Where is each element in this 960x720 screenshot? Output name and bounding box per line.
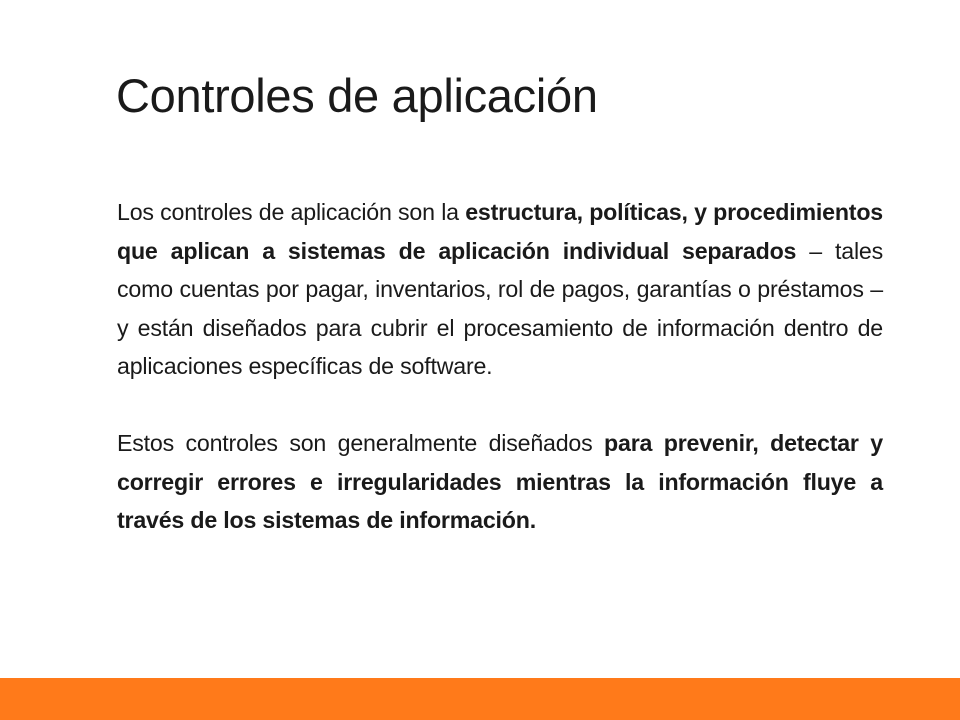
slide-title: Controles de aplicación (116, 69, 598, 122)
paragraph-controls-purpose (117, 424, 883, 540)
paragraph-application-controls-definition (117, 193, 883, 386)
text-segment: – tales como cuentas por pagar, inventarios, rol de pagos, garantías o préstamos – y están diseñados para cubrir el procesamiento de información dentro de aplicaciones específicas de software. (117, 237, 883, 379)
bold-text-segment: para prevenir, detectar y corregir errores e irregularidades mientras la información fluye a través de los sistemas de información. (117, 430, 883, 533)
bold-text-segment: estructura, políticas, y procedimientos que aplican a sistemas de aplicación individual separados (117, 199, 883, 264)
text-segment: Los controles de aplicación son la (117, 199, 466, 225)
text-segment: Estos controles son generalmente diseñados (117, 430, 605, 456)
slide-body (117, 193, 883, 540)
bottom-accent-bar (0, 678, 960, 720)
